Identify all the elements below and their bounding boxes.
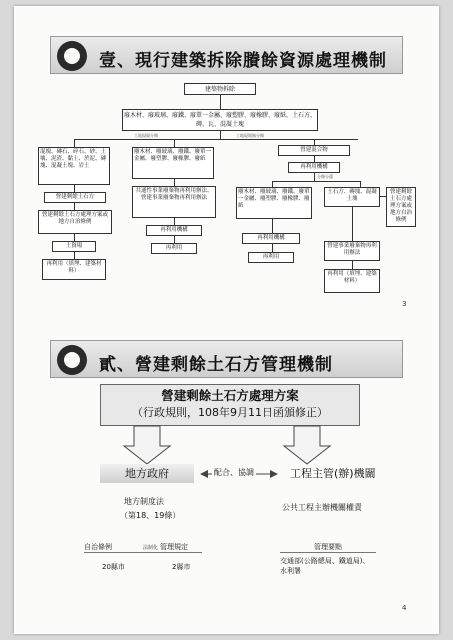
left-reuse-box: 再利用（填埋、建築材料） (42, 259, 106, 280)
slide2-arrows (14, 6, 439, 634)
mgmt-rule-label: 管理規定 (160, 543, 188, 551)
left-materials-box: 混塊、磚石、碎石、砂、土壤、泥渣、黏土、於泥、磚塊、混凝土塊、岩土 (38, 147, 110, 185)
right-law-box: 營建事業廢棄物再利用辦法 (324, 241, 380, 261)
right-sub-materials-box: 廢木材、廢玻璃、廢鐵、廢單一金屬、廢塑膠、廢橡膠、廢紙 (236, 187, 312, 219)
count-a: 20縣市 (102, 563, 125, 571)
page-number-4: 4 (402, 604, 407, 612)
central-authority: 工程主管(辦)機關 (290, 467, 376, 480)
right-reuse2-box: 再利用 (248, 252, 294, 263)
soil-yard-box: 土資場 (52, 241, 96, 252)
count-b: 2縣市 (172, 563, 191, 571)
slide1-title: 壹、現行建築拆除賸餘資源處理機制 (99, 51, 387, 71)
enacted-label: 法制化 (143, 545, 159, 551)
mgmt-key-label: 管理要點 (314, 543, 342, 551)
coordinate-label: 配合、協調 (214, 468, 254, 477)
agencies: 交通部(公路總局、鐵道局)、水利署 (280, 557, 370, 575)
soil-plan-box: 營建剩餘土石方處理方案或地方自治條例 (38, 210, 112, 234)
demolition-box: 建築物拆除 (184, 83, 256, 95)
right-soil-box: 土石方、磚塊、混凝土塊 (324, 187, 380, 207)
slide2-title: 貳、營建剩餘土石方管理機制 (99, 355, 333, 375)
branch-right-label: 工地現場無分類 (236, 133, 264, 138)
local-government: 地方政府 (100, 464, 194, 483)
central-note: 公共工程主辦機關權責 (282, 503, 362, 512)
right-reuse-org2-box: 再利用機構 (242, 233, 300, 244)
document-page (14, 6, 439, 634)
right-side-plan-box: 營建剩餘土石方處理方案或地方自治條例 (386, 187, 416, 227)
autonomy-label: 自治條例 (84, 543, 112, 551)
plan-line2: （行政規則，108年9月11日函頒修正） (132, 406, 328, 419)
materials-box: 廢木材、廢玻璃、廢鐵、廢單一金屬、廢塑膠、廢橡膠、廢紙、土石方、磚、瓦、混凝土塊 (122, 109, 318, 131)
mid-reuse-box: 再利用 (151, 243, 197, 254)
right-reuse-org-box: 再利用機構 (288, 162, 340, 173)
right-reuse3-box: 再利用（填埋、建築材料） (324, 269, 380, 293)
local-law-ref: （第18、19條） (120, 511, 181, 520)
mixed-waste-box: 營建混合物 (278, 145, 350, 156)
local-law: 地方制度法 (124, 497, 164, 506)
plan-line1: 營建剩餘土石方處理方案 (161, 388, 299, 403)
surplus-soil-box: 營建剩餘土石方 (44, 192, 106, 203)
page-number-3: 3 (402, 300, 407, 308)
mid-materials-box: 廢木材、廢玻璃、廢鐵、廢單一金屬、廢塑膠、廢橡膠、廢紙 (132, 147, 214, 179)
reuse-law-box: 共通性事業廢棄物再利用辦法、營建事業廢棄物再利用辦法 (132, 186, 216, 218)
mid-reuse-org-box: 再利用機構 (146, 225, 202, 236)
branch-left-label: 工地現場分類 (134, 133, 158, 138)
sort-label: 分類分選 (317, 174, 333, 179)
